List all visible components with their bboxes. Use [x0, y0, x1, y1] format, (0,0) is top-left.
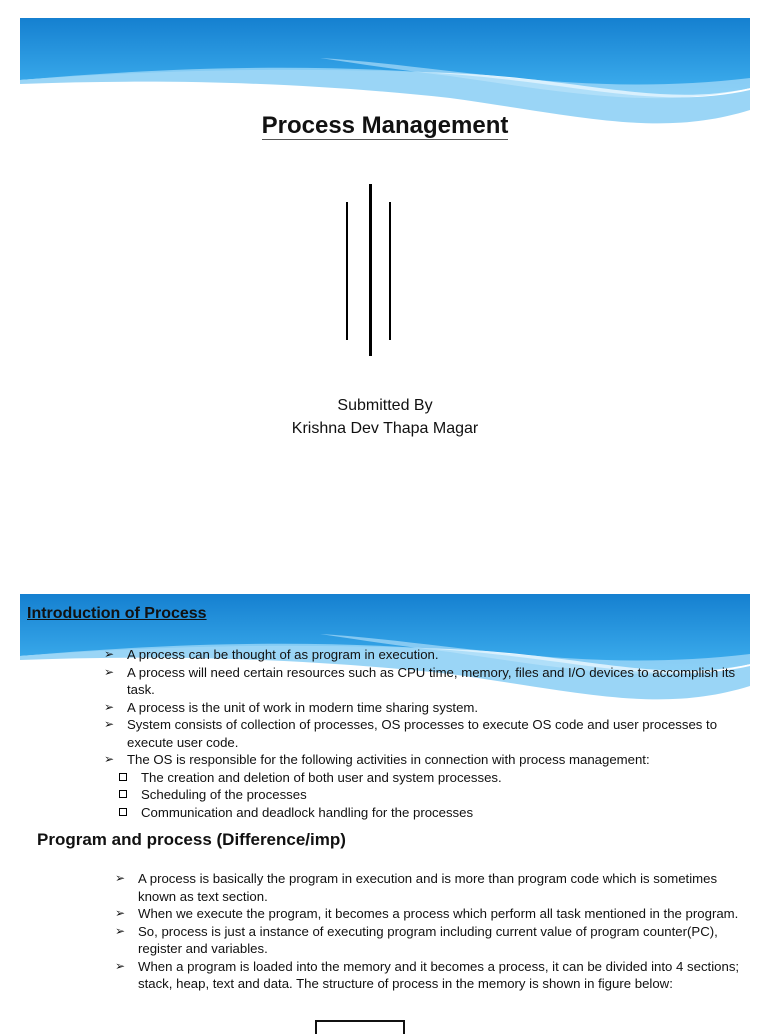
- list-item: ➢ A process will need certain resources such as CPU time, memory, files and I/O devices to accomplish its task.: [104, 664, 736, 697]
- arrow-bullet-icon: ➢: [104, 647, 115, 661]
- submitted-by-label: Submitted By: [337, 397, 433, 414]
- memory-diagram-box: [315, 1020, 405, 1034]
- sub-list-item: Scheduling of the processes: [119, 786, 744, 804]
- list-item: ➢ When we execute the program, it becomes a process which perform all task mentioned in the program.: [115, 906, 739, 921]
- bar-left: [346, 202, 348, 340]
- arrow-bullet-icon: ➢: [115, 906, 126, 920]
- list-item: ➢ A process is the unit of work in modern time sharing system.: [104, 699, 479, 715]
- intro-bullet-list: [104, 646, 744, 821]
- bar-center: [369, 184, 372, 356]
- list-item: ➢ A process can be thought of as program in execution.: [104, 647, 439, 662]
- difference-bullet-list: [115, 870, 745, 993]
- sub-list-item: Communication and deadlock handling for the processes: [119, 804, 744, 822]
- list-item: ➢ The OS is responsible for the following activities in connection with process management:: [104, 752, 650, 767]
- content-slide: [20, 594, 750, 1034]
- list-item: ➢ System consists of collection of processes, OS processes to execute OS code and user processes to execute user code.: [104, 717, 718, 750]
- list-item: ➢ A process is basically the program in execution and is more than program code which is sometimes known as text section.: [115, 871, 718, 904]
- subheading: Program and process (Difference/imp): [37, 830, 346, 849]
- arrow-bullet-icon: ➢: [115, 958, 126, 973]
- arrow-bullet-icon: ➢: [115, 871, 126, 885]
- arrow-bullet-icon: ➢: [104, 717, 115, 731]
- arrow-bullet-icon: ➢: [104, 752, 115, 766]
- arrow-bullet-icon: ➢: [104, 664, 115, 679]
- submitted-block: [20, 394, 750, 440]
- checkbox-bullet-icon: [119, 773, 127, 781]
- title-slide: [20, 18, 750, 558]
- arrow-bullet-icon: ➢: [115, 923, 126, 938]
- bar-right: [389, 202, 391, 340]
- slide-title: Process Management: [261, 112, 509, 139]
- checkbox-bullet-icon: [119, 790, 127, 798]
- sub-list-item: The creation and deletion of both user and system processes.: [119, 769, 744, 787]
- checkbox-bullet-icon: [119, 808, 127, 816]
- section-heading: Introduction of Process: [27, 605, 207, 622]
- list-item: ➢ So, process is just a instance of executing program including current value of program counter(PC), register and variables.: [115, 923, 718, 956]
- decorative-bars: [20, 18, 750, 558]
- list-item: ➢ When a program is loaded into the memory and it becomes a process, it can be divided into 4 sections; stack, heap, text and data. The structure of process in the memory is shown in figure below:: [115, 958, 740, 991]
- author-name: Krishna Dev Thapa Magar: [291, 420, 479, 437]
- arrow-bullet-icon: ➢: [104, 699, 115, 714]
